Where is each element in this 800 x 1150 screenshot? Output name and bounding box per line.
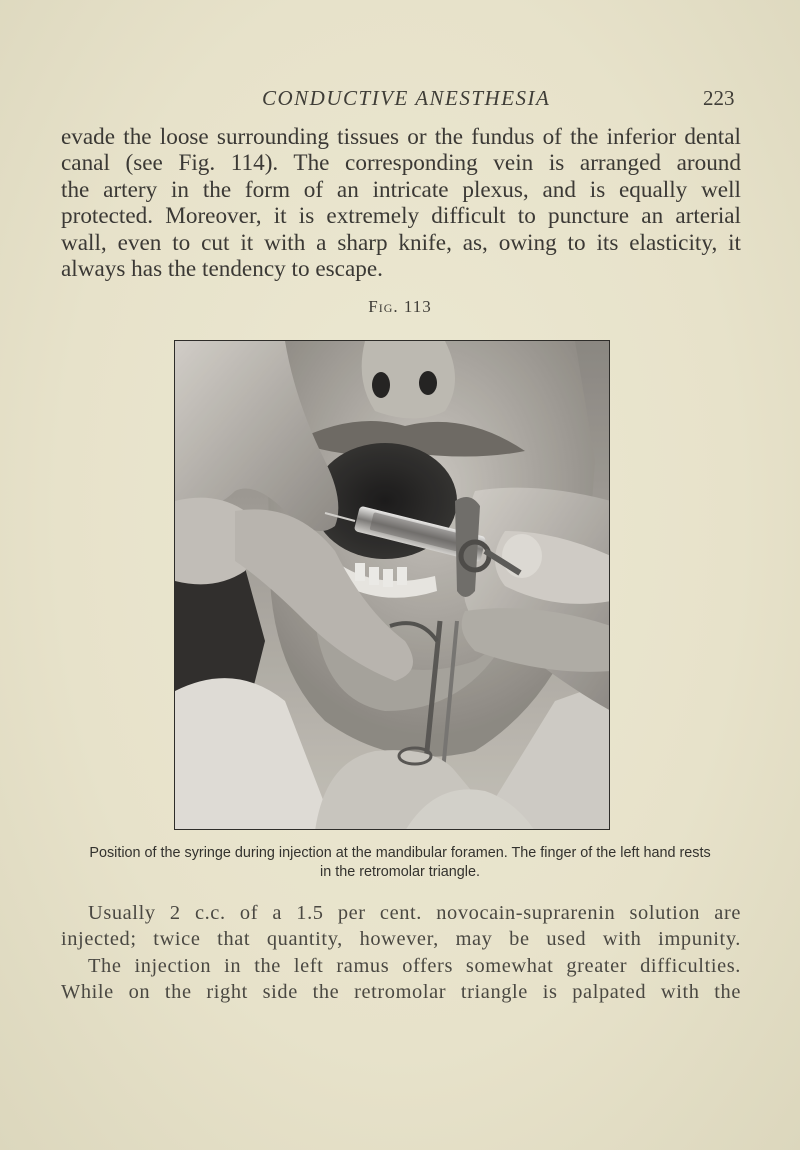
paragraph-line: always has the tendency to escape.: [61, 256, 383, 283]
paragraph-line: The injection in the left ramus offers somewhat greater difficulties.: [88, 954, 741, 977]
figure-label: Fig. 113: [368, 297, 432, 316]
paragraph-line: the artery in the form of an intricate plexus, and is equally well: [61, 176, 741, 203]
paragraph-line: injected; twice that quantity, however, may be used with impunity.: [61, 928, 741, 951]
paragraph-1: [61, 124, 741, 282]
paragraph-line: While on the right side the retromolar triangle is palpated with the: [61, 981, 741, 1004]
page-number: 223: [703, 86, 735, 110]
running-title: CONDUCTIVE ANESTHESIA: [262, 86, 551, 110]
paragraph-line: protected. Moreover, it is extremely difficult to puncture an arterial: [61, 203, 741, 230]
paragraph-2: [61, 900, 741, 1006]
caption-line: Position of the syringe during injection at the mandibular foramen. The finger of the left hand rests: [89, 845, 711, 861]
figure-photograph: [174, 340, 610, 830]
photograph-illustration: [175, 341, 610, 830]
caption-line: in the retromolar triangle.: [320, 864, 480, 880]
paragraph-line: wall, even to cut it with a sharp knife, as, owing to its elasticity, it: [61, 229, 741, 256]
paragraph-line: Usually 2 c.c. of a 1.5 per cent. novocain-suprarenin solution are: [88, 902, 741, 924]
paragraph-line: evade the loose surrounding tissues or the fundus of the inferior dental: [61, 124, 741, 150]
paragraph-line: canal (see Fig. 114). The corresponding vein is arranged around: [61, 150, 741, 177]
running-head: [0, 86, 800, 112]
figure-caption: [50, 844, 750, 882]
